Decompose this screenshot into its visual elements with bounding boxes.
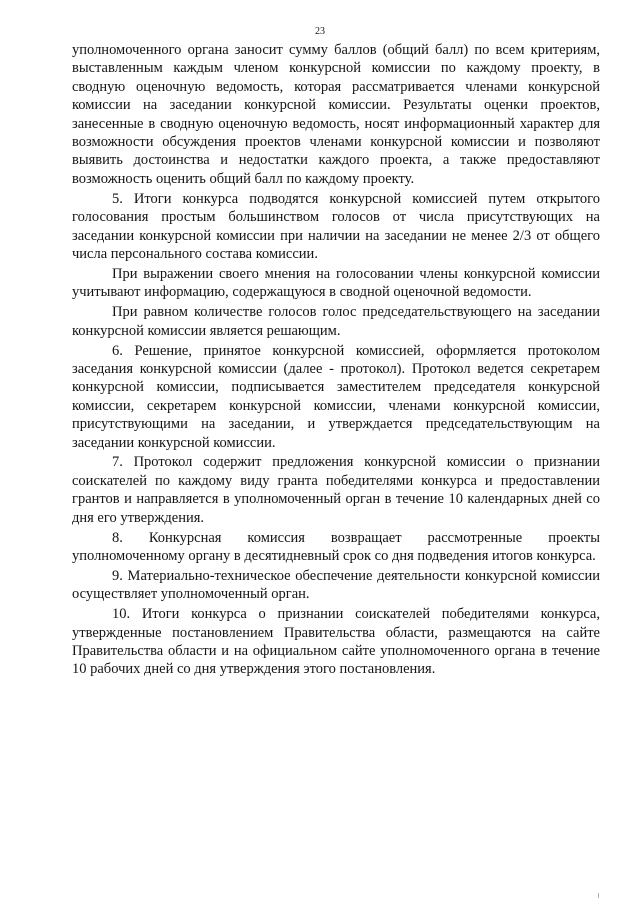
paragraph-item-8: 8. Конкурсная комиссия возвращает рассмотренные проекты уполномоченному органу в десятидневный срок со дня подведения итогов конкурса. <box>72 529 600 564</box>
paragraph-item-6: 6. Решение, принятое конкурсной комиссией, оформляется протоколом заседания конкурсной комиссии (далее - протокол). Протокол ведется секретарем конкурсной комиссии, подписывается заместителем председателя конкурсной комиссии, секретарем конкурсной комиссии, членами конкурсной комиссии, присутствующими на заседании, и утверждается председательствующим на заседании конкурсной комиссии. <box>72 342 600 451</box>
paragraph-continuation: уполномоченного органа заносит сумму баллов (общий балл) по всем критериям, выставленным каждым членом конкурсной комиссии по каждому проекту, в сводную оценочную ведомость, которая рассматривается членами конкурсной комиссии на заседании конкурсной комиссии. Результаты оценки проектов, занесенные в сводную оценочную ведомость, носят информационный характер для возможности обсуждения проектов членами конкурсной комиссии и позволяют выявить достоинства и недостатки каждого проекта, а также предоставляют возможность оценить общий балл по каждому проекту. <box>72 42 600 187</box>
paragraph-tie-vote: При равном количестве голосов голос председательствующего на заседании конкурсной комиссии является решающим. <box>72 304 600 339</box>
document-body <box>72 41 600 680</box>
paragraph-item-5: 5. Итоги конкурса подводятся конкурсной комиссией путем открытого голосования простым большинством голосов от числа присутствующих на заседании конкурсной комиссии при наличии на заседании не менее 2/3 от общего числа персонального состава комиссии. <box>72 190 600 262</box>
paragraph-item-10: 10. Итоги конкурса о признании соискателей победителями конкурса, утвержденные постановлением Правительства области, размещаются на сайте Правительства области и на официальном сайте уполномоченного органа в течение 10 рабочих дней со дня утверждения этого постановления. <box>72 606 600 678</box>
paragraph-item-7: 7. Протокол содержит предложения конкурсной комиссии о признании соискателей по каждому виду гранта победителями конкурса и предоставлении грантов и направляется в уполномоченный орган в течение 10 календарных дней со дня его утверждения. <box>72 454 600 526</box>
scan-artifact-mark <box>598 893 599 898</box>
paragraph-item-9: 9. Материально-техническое обеспечение деятельности конкурсной комиссии осуществляет уполномоченный орган. <box>72 567 600 603</box>
paragraph-voting-opinion: При выражении своего мнения на голосовании члены конкурсной комиссии учитывают информацию, содержащуюся в сводной оценочной ведомости. <box>72 265 600 301</box>
page-number: 23 <box>315 26 325 37</box>
